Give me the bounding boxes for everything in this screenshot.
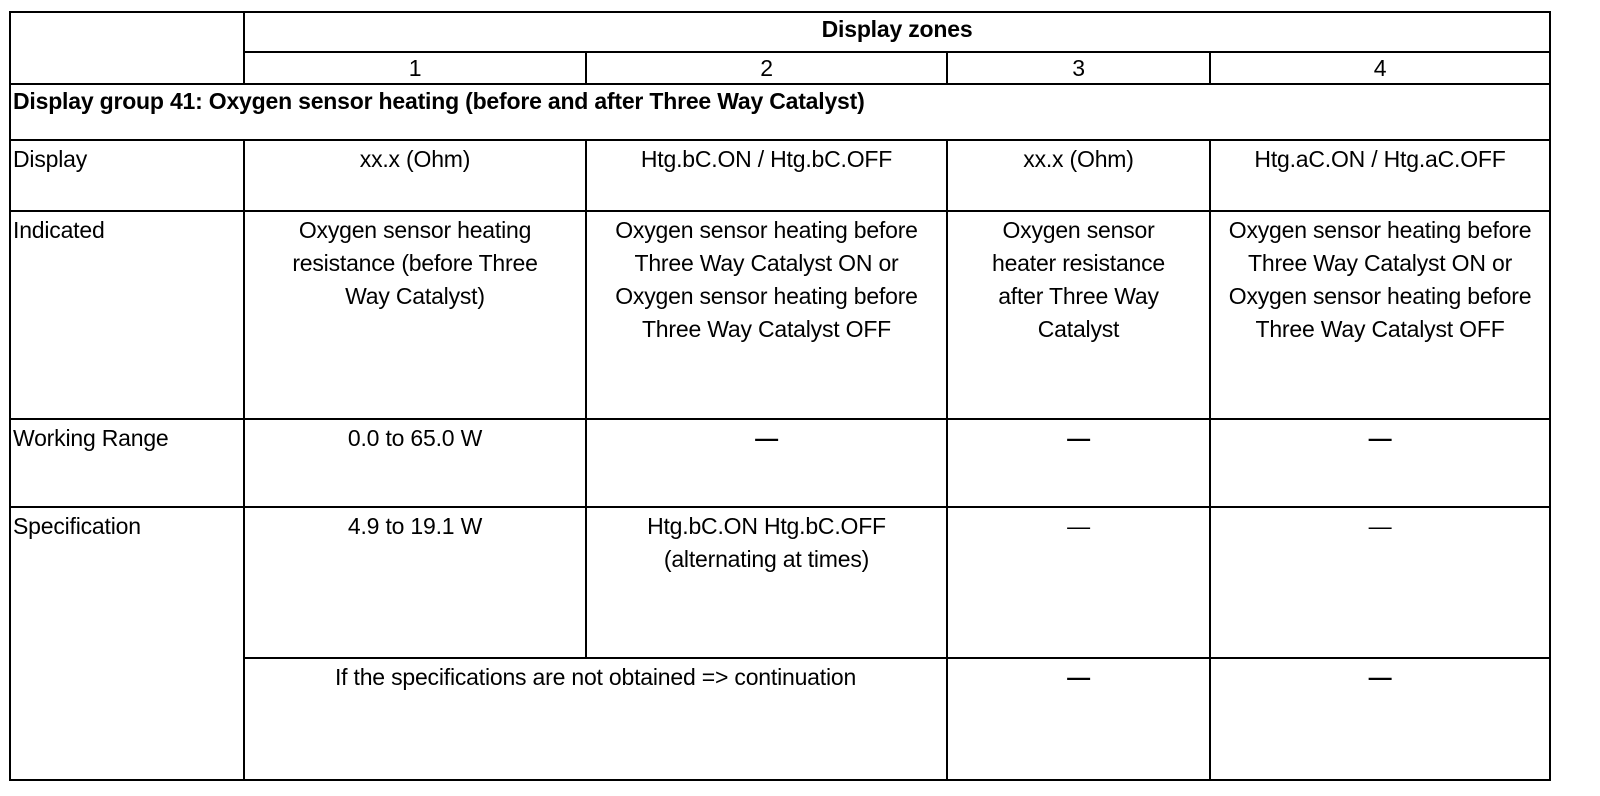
indicated-zone4-cell: Oxygen sensor heating before Three Way Catalyst ON or Oxygen sensor heating before Three Way Catalyst OFF: [1210, 211, 1550, 419]
specification-zone3-cell: —: [947, 507, 1210, 658]
working-range-zone3-cell: —: [947, 419, 1210, 507]
display-group-title: Display group 41: Oxygen sensor heating (before and after Three Way Catalyst): [10, 84, 1550, 140]
display-zones-title: Display zones: [244, 12, 1550, 52]
zone-number-2: 2: [586, 52, 947, 84]
zone-number-4: 4: [1210, 52, 1550, 84]
row-label-indicated: Indicated: [10, 211, 244, 419]
specification-row: [10, 507, 1550, 658]
indicated-zone1-cell: Oxygen sensor heating resistance (before Three Way Catalyst): [244, 211, 586, 419]
display-row: [10, 140, 1550, 211]
row-label-working-range: Working Range: [10, 419, 244, 507]
continuation-zone3-cell: —: [947, 658, 1210, 780]
specification-zone1-cell: 4.9 to 19.1 W: [244, 507, 586, 658]
row-label-display: Display: [10, 140, 244, 211]
zone-number-3: 3: [947, 52, 1210, 84]
display-zone3-cell: xx.x (Ohm): [947, 140, 1210, 211]
specification-zone2-cell: Htg.bC.ON Htg.bC.OFF (alternating at times): [586, 507, 947, 658]
display-group-table: [9, 11, 1551, 781]
specification-zone4-cell: —: [1210, 507, 1550, 658]
working-range-zone2-cell: —: [586, 419, 947, 507]
display-zone2-cell: Htg.bC.ON / Htg.bC.OFF: [586, 140, 947, 211]
zone-number-1: 1: [244, 52, 586, 84]
header-corner-cell: [10, 12, 244, 84]
working-range-zone4-cell: —: [1210, 419, 1550, 507]
continuation-note: If the specifications are not obtained => continuation: [244, 658, 947, 780]
indicated-zone3-cell: Oxygen sensor heater resistance after Three Way Catalyst: [947, 211, 1210, 419]
indicated-row: [10, 211, 1550, 419]
working-range-row: [10, 419, 1550, 507]
row-label-specification: Specification: [10, 507, 244, 780]
indicated-zone2-cell: Oxygen sensor heating before Three Way Catalyst ON or Oxygen sensor heating before Three Way Catalyst OFF: [586, 211, 947, 419]
group-title-row: [10, 84, 1550, 140]
display-zone4-cell: Htg.aC.ON / Htg.aC.OFF: [1210, 140, 1550, 211]
continuation-zone4-cell: —: [1210, 658, 1550, 780]
working-range-zone1-cell: 0.0 to 65.0 W: [244, 419, 586, 507]
header-row-zones: [10, 12, 1550, 52]
display-zone1-cell: xx.x (Ohm): [244, 140, 586, 211]
